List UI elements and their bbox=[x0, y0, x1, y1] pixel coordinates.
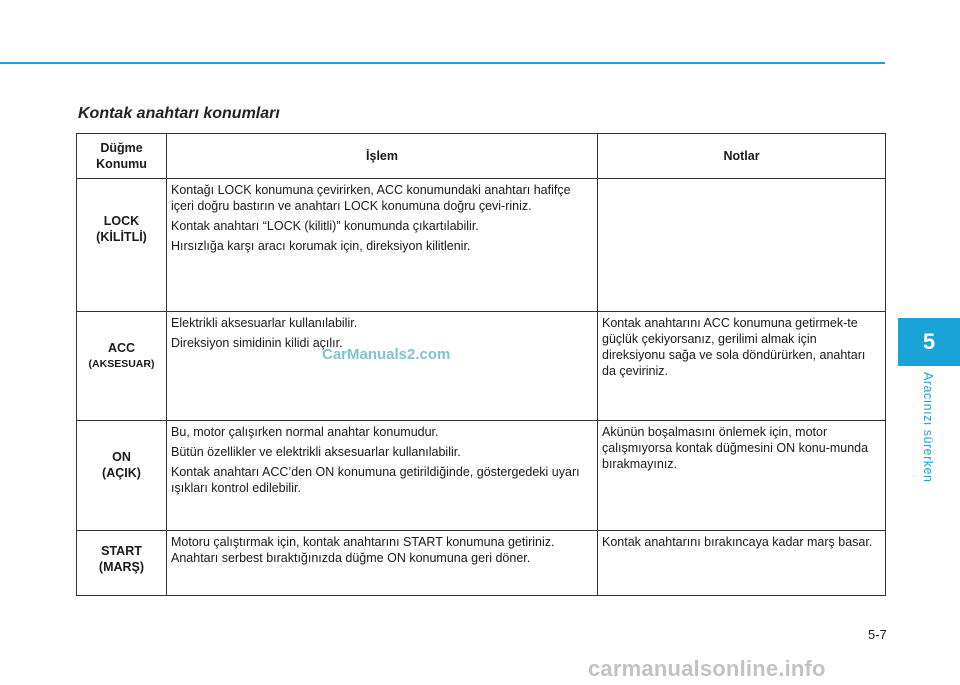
operation-cell bbox=[167, 179, 598, 312]
chapter-title: Aracınızı sürerken bbox=[921, 372, 935, 483]
position-subtitle: (KİLİTLİ) bbox=[96, 230, 147, 244]
table-row-start bbox=[77, 531, 886, 596]
footer-watermark: carmanualsonline.info bbox=[588, 656, 826, 681]
key-positions-table bbox=[76, 133, 886, 596]
table-row-on bbox=[77, 421, 886, 531]
operation-text: Bütün özellikler ve elektrikli aksesuarlar kullanılabilir. bbox=[171, 445, 461, 459]
position-name: ACC bbox=[107, 341, 136, 355]
table-row-acc bbox=[77, 312, 886, 421]
chapter-tab: 5 bbox=[898, 318, 960, 366]
position-name: ON bbox=[112, 450, 131, 464]
operation-text: Kontak anahtarı ACC’den ON konumuna getirildiğinde, göstergedeki uyarı ışıkları kontrol edilebilir. bbox=[171, 465, 580, 495]
operation-text: Elektrikli aksesuarlar kullanılabilir. bbox=[171, 316, 358, 330]
position-cell bbox=[77, 531, 167, 596]
position-name: LOCK bbox=[103, 214, 140, 228]
position-cell bbox=[77, 179, 167, 312]
header-notes: Notlar bbox=[598, 134, 886, 179]
notes-cell bbox=[598, 312, 886, 421]
notes-text: Kontak anahtarını bırakıncaya kadar marş basar. bbox=[602, 535, 873, 549]
section-title: Kontak anahtarı konumları bbox=[78, 105, 280, 122]
notes-text: Kontak anahtarını ACC konumuna getirmek-te güçlük çekiyorsanız, gerilimi almak için direksiyonu sağa ve sola döndürürken, anahtarı da çeviriniz. bbox=[602, 316, 866, 378]
position-name: START bbox=[101, 544, 142, 558]
notes-cell bbox=[598, 531, 886, 596]
header-operation: İşlem bbox=[167, 134, 598, 179]
header-position-line1: Düğme bbox=[100, 141, 143, 155]
operation-cell bbox=[167, 312, 598, 421]
position-cell bbox=[77, 421, 167, 531]
operation-text: Kontak anahtarı “LOCK (kilitli)” konumunda çıkartılabilir. bbox=[171, 219, 479, 233]
position-subtitle: (AÇIK) bbox=[102, 466, 141, 480]
header-rule bbox=[0, 62, 885, 64]
operation-text: Kontağı LOCK konumuna çevirirken, ACC konumundaki anahtarı hafifçe içeri doğru bastırın ve anahtarı LOCK konumuna doğru çevi-riniz. bbox=[171, 183, 571, 213]
operation-text: Hırsızlığa karşı aracı korumak için, direksiyon kilitlenir. bbox=[171, 239, 471, 253]
header-position-line2: Konumu bbox=[96, 157, 147, 171]
table-header-row bbox=[77, 134, 886, 179]
page-number: 5-7 bbox=[868, 627, 887, 642]
position-subtitle: (AKSESUAR) bbox=[88, 358, 155, 370]
table-row-lock bbox=[77, 179, 886, 312]
operation-cell bbox=[167, 421, 598, 531]
operation-text: Direksiyon simidinin kilidi açılır. bbox=[171, 336, 343, 350]
operation-cell bbox=[167, 531, 598, 596]
operation-text: Bu, motor çalışırken normal anahtar konumudur. bbox=[171, 425, 439, 439]
watermark-link[interactable]: CarManuals2.com bbox=[322, 346, 451, 363]
notes-cell bbox=[598, 179, 886, 312]
notes-text: Akünün boşalmasını önlemek için, motor çalışmıyorsa kontak düğmesini ON konu-munda bırakmayınız. bbox=[602, 425, 869, 471]
header-position bbox=[77, 134, 167, 179]
notes-cell bbox=[598, 421, 886, 531]
position-cell bbox=[77, 312, 167, 421]
operation-text: Motoru çalıştırmak için, kontak anahtarını START konumuna getiriniz. Anahtarı serbest bıraktığınızda düğme ON konumuna geri döner. bbox=[171, 535, 555, 565]
position-subtitle: (MARŞ) bbox=[98, 560, 145, 574]
